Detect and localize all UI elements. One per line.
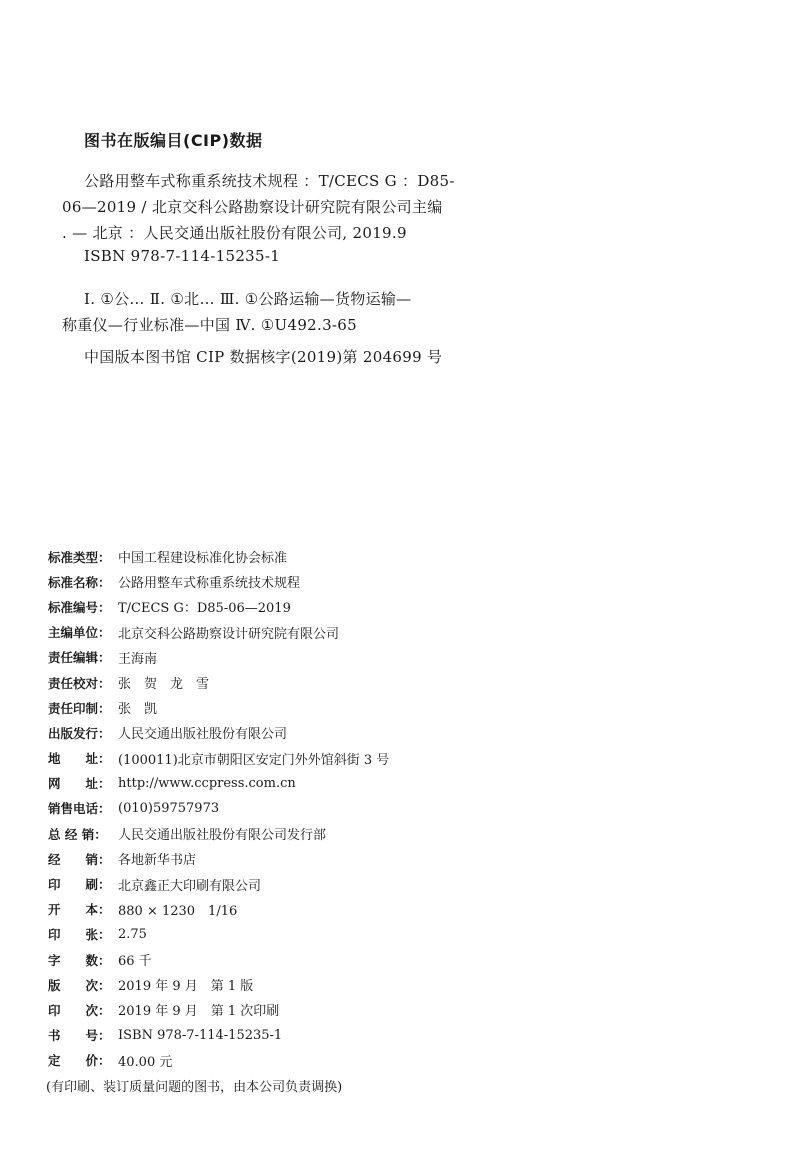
pub-row (48, 670, 608, 695)
pub-label: 责任印制： (48, 700, 111, 716)
cip-line-subjects-1: Ⅰ. ①公… Ⅱ. ①北… Ⅲ. ①公路运输—货物运输— (84, 290, 412, 308)
pub-label: 开 本： (48, 902, 111, 918)
pub-value: 张 贺 龙 雪 (118, 677, 210, 693)
cip-line-isbn: ISBN 978-7-114-15235-1 (84, 247, 281, 265)
pub-label: 字 数： (48, 952, 111, 968)
publication-info (48, 544, 608, 1073)
pub-row (48, 746, 608, 771)
pub-value: 北京交科公路勘察设计研究院有限公司 (118, 626, 340, 642)
pub-row (48, 846, 608, 871)
pub-label: 标准类型： (48, 549, 111, 565)
pub-row (48, 997, 608, 1022)
pub-label: 印 次： (48, 1002, 111, 1018)
pub-row (48, 544, 608, 569)
pub-value: 66 千 (118, 954, 152, 970)
pub-value: 公路用整车式称重系统技术规程 (118, 576, 301, 592)
pub-row (48, 645, 608, 670)
pub-label: 标准名称： (48, 574, 111, 590)
pub-row (48, 922, 608, 947)
pub-row (48, 1048, 608, 1073)
pub-value: 2019 年 9 月 第 1 版 (118, 979, 254, 995)
pub-row (48, 771, 608, 796)
pub-label: 网 址： (48, 776, 111, 792)
pub-row (48, 1023, 608, 1048)
pub-row (48, 947, 608, 972)
pub-label: 销售电话： (48, 801, 111, 817)
pub-label: 定 价： (48, 1053, 111, 1069)
pub-value: 王海南 (118, 651, 158, 667)
pub-value: 人民交通出版社股份有限公司 (118, 727, 288, 743)
pub-value: ISBN 978-7-114-15235-1 (118, 1027, 283, 1043)
pub-label: 责任编辑： (48, 650, 111, 666)
pub-row (48, 620, 608, 645)
pub-label: 印 张： (48, 927, 111, 943)
pub-value: 2.75 (118, 926, 147, 942)
pub-row (48, 897, 608, 922)
pub-value: (010)59757973 (118, 800, 220, 816)
pub-value: 40.00 元 (118, 1054, 173, 1070)
pub-label: 印 刷： (48, 877, 111, 893)
pub-label: 出版发行： (48, 725, 111, 741)
pub-row (48, 569, 608, 594)
cip-line-record-number: 中国版本图书馆 CIP 数据核字(2019)第 204699 号 (84, 348, 443, 366)
pub-value: 张 凯 (118, 702, 158, 718)
pub-row (48, 720, 608, 745)
pub-label: 总 经 销： (48, 826, 107, 842)
pub-value: 880 × 1230 1/16 (118, 903, 238, 919)
pub-label: 责任校对： (48, 675, 111, 691)
pub-row (48, 871, 608, 896)
pub-value: 中国工程建设标准化协会标准 (118, 551, 288, 567)
pub-value: 人民交通出版社股份有限公司发行部 (118, 828, 327, 844)
pub-row (48, 972, 608, 997)
pub-value: http://www.ccpress.com.cn (118, 775, 296, 791)
cip-line-title-2: 06—2019 / 北京交科公路勘察设计研究院有限公司主编 (62, 198, 443, 216)
pub-label: 经 销： (48, 851, 111, 867)
pub-label: 标准编号： (48, 599, 111, 615)
cip-line-subjects-2: 称重仪—行业标准—中国 Ⅳ. ①U492.3-65 (62, 316, 357, 334)
pub-value: 北京鑫正大印刷有限公司 (118, 878, 262, 894)
cip-title: 图书在版编目(CIP)数据 (84, 131, 263, 150)
pub-value: (100011)北京市朝阳区安定门外外馆斜街 3 号 (118, 752, 390, 768)
pub-value: T/CECS G：D85-06—2019 (118, 601, 291, 617)
pub-label: 书 号： (48, 1028, 111, 1044)
pub-row (48, 796, 608, 821)
quality-note: (有印刷、装订质量问题的图书，由本公司负责调换) (46, 1080, 343, 1095)
pub-label: 版 次： (48, 977, 111, 993)
cip-line-title-1: 公路用整车式称重系统技术规程 ：T/CECS G ：D85- (84, 172, 455, 190)
pub-row (48, 821, 608, 846)
cip-line-publisher: . — 北京 ：人民交通出版社股份有限公司, 2019.9 (62, 224, 407, 242)
pub-label: 地 址： (48, 751, 111, 767)
pub-row (48, 594, 608, 619)
pub-row (48, 695, 608, 720)
pub-value: 2019 年 9 月 第 1 次印刷 (118, 1004, 280, 1020)
pub-value: 各地新华书店 (118, 853, 197, 869)
pub-label: 主编单位： (48, 625, 111, 641)
